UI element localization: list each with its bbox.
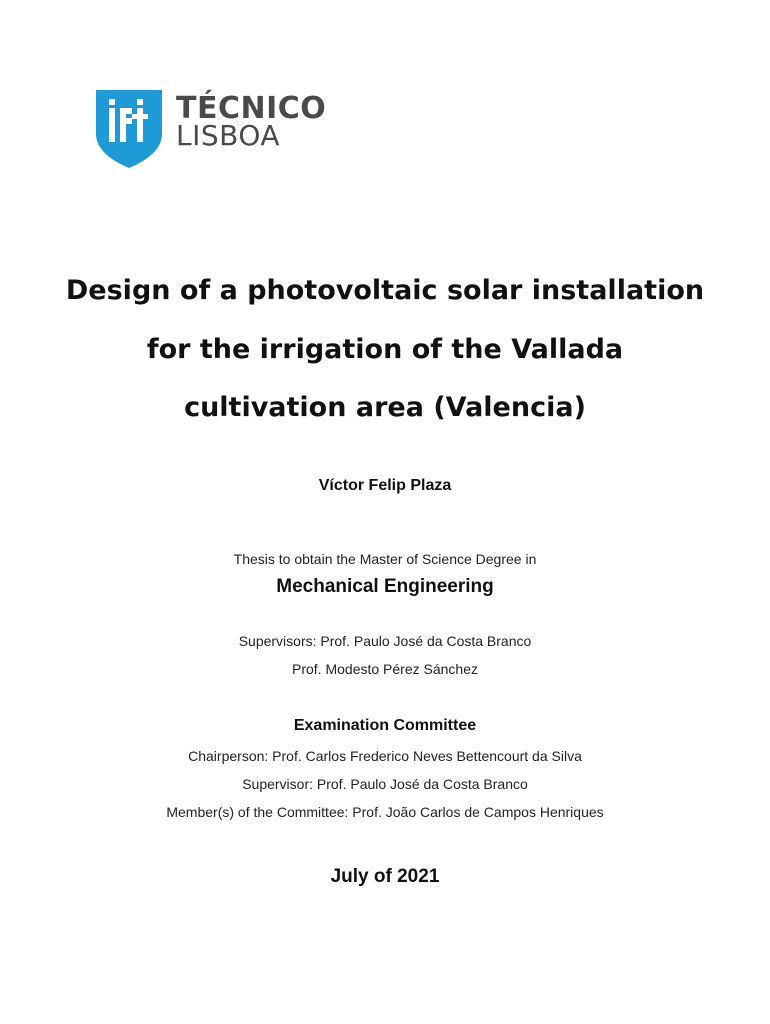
supervisors-line-2: Prof. Modesto Pérez Sánchez [292, 661, 478, 677]
author-name: Víctor Felip Plaza [318, 477, 452, 494]
institution-logo [96, 90, 327, 170]
submission-date: July of 2021 [330, 866, 440, 887]
ist-shield-icon [96, 90, 162, 168]
logo-text-tecnico: TÉCNICO [176, 91, 327, 126]
committee-chairperson: Chairperson: Prof. Carlos Frederico Neves Bettencourt da Silva [188, 748, 582, 764]
degree-intro: Thesis to obtain the Master of Science Degree in [233, 551, 537, 567]
thesis-title-line-2: for the irrigation of the Vallada [146, 334, 624, 365]
degree-name: Mechanical Engineering [276, 576, 494, 597]
committee-members: Member(s) of the Committee: Prof. João Carlos de Campos Henriques [166, 804, 604, 820]
committee-supervisor: Supervisor: Prof. Paulo José da Costa Branco [242, 776, 528, 792]
logo-text-lisboa: LISBOA [176, 119, 281, 152]
committee-heading: Examination Committee [293, 717, 477, 734]
thesis-title-line-1: Design of a photovoltaic solar installation [65, 275, 705, 306]
supervisors-line-1: Supervisors: Prof. Paulo José da Costa Branco [238, 633, 532, 649]
thesis-title-line-3: cultivation area (Valencia) [184, 392, 586, 423]
